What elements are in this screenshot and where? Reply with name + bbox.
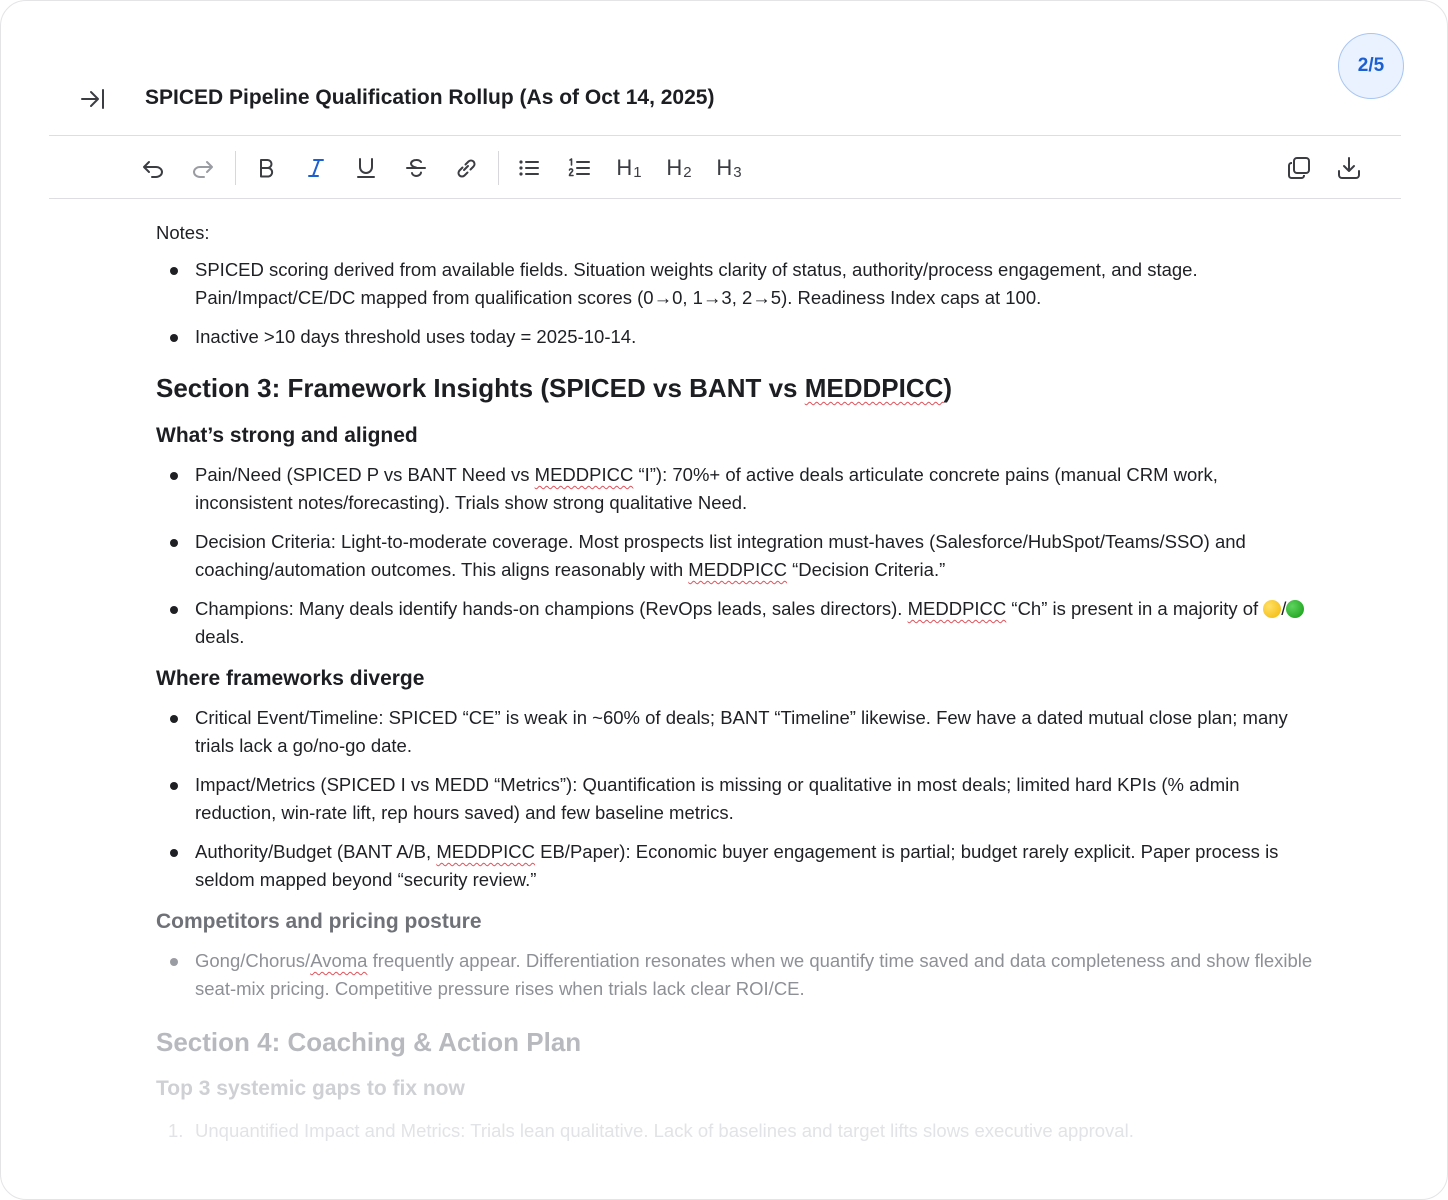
list-text: Authority/Budget (BANT A/B, bbox=[195, 841, 437, 862]
gaps-heading: Top 3 systemic gaps to fix now bbox=[156, 1077, 465, 1100]
list-item bbox=[156, 461, 1316, 517]
yellow-circle-icon bbox=[1263, 600, 1281, 618]
bold-icon bbox=[254, 156, 278, 180]
heading-level: 3 bbox=[733, 164, 742, 181]
list-text: Decision Criteria: Light-to-moderate coverage. Most prospects list integration must-haves (Salesforce/HubSpot/Teams/SSO) and coaching/automation outcomes. This aligns reasonably with bbox=[195, 531, 1246, 580]
link-button[interactable] bbox=[449, 151, 483, 185]
list-text: / bbox=[1281, 598, 1287, 619]
download-icon bbox=[1335, 154, 1363, 182]
link-icon bbox=[453, 155, 479, 181]
redo-icon bbox=[190, 156, 216, 180]
list-text: Gong/Chorus/ bbox=[195, 950, 311, 971]
list-item: Critical Event/Timeline: SPICED “CE” is weak in ~60% of deals; BANT “Timeline” likewise. Few have a dated mutual close plan; many trials lack a go/no-go date. bbox=[156, 704, 1316, 760]
underline-icon bbox=[354, 156, 378, 180]
collapse-right-icon bbox=[79, 87, 107, 111]
diverge-heading: Where frameworks diverge bbox=[156, 667, 425, 690]
list-text: Pain/Need (SPICED P vs BANT Need vs bbox=[195, 464, 535, 485]
list-item: Impact/Metrics (SPICED I vs MEDD “Metrics”): Quantification is missing or qualitative in most deals; limited hard KPIs (% admin reduction, win-rate lift, rep hours saved) and few baseline metrics. bbox=[156, 771, 1316, 827]
list-text: deals. bbox=[195, 626, 245, 647]
copy-button[interactable] bbox=[1282, 151, 1316, 185]
strong-aligned-list bbox=[156, 461, 1316, 651]
list-item bbox=[156, 947, 1316, 1003]
list-text: Champions: Many deals identify hands-on champions (RevOps leads, sales directors). bbox=[195, 598, 908, 619]
competitors-list bbox=[156, 947, 1316, 1003]
download-button[interactable] bbox=[1332, 151, 1366, 185]
competitors-heading: Competitors and pricing posture bbox=[156, 910, 482, 933]
gaps-list bbox=[156, 1117, 1316, 1145]
heading-3-icon bbox=[716, 155, 741, 181]
bullet-list-button[interactable] bbox=[512, 151, 546, 185]
heading-text: ) bbox=[943, 373, 953, 403]
heading-text: Section 3: Framework Insights (SPICED vs BANT vs bbox=[156, 373, 805, 403]
numbered-list-button[interactable] bbox=[562, 151, 596, 185]
misspelled-word[interactable]: MEDDPICC bbox=[907, 598, 1007, 619]
italic-icon bbox=[304, 156, 328, 180]
heading-2-button[interactable] bbox=[662, 151, 696, 185]
list-item: SPICED scoring derived from available fields. Situation weights clarity of status, authority/process engagement, and stage. Pain/Impact/CE/DC mapped from qualification scores (0→0, 1→3, 2→5). Readiness Index caps at 100. bbox=[156, 256, 1316, 312]
misspelled-word[interactable]: MEDDPICC bbox=[534, 464, 634, 485]
list-item bbox=[156, 1117, 1316, 1145]
heading-1-button[interactable] bbox=[612, 151, 646, 185]
heading-letter: H bbox=[716, 155, 733, 180]
bold-button[interactable] bbox=[249, 151, 283, 185]
section-3-heading bbox=[156, 371, 1316, 405]
header-divider bbox=[49, 135, 1401, 136]
heading-letter: H bbox=[666, 155, 683, 180]
list-text: frequently appear. Differentiation resonates when we quantify time saved and data completeness and show flexible seat-mix pricing. Competitive pressure rises when trials lack clear ROI/CE. bbox=[195, 950, 1313, 999]
page-indicator-badge[interactable]: 2/5 bbox=[1338, 33, 1404, 99]
document-body[interactable] bbox=[156, 219, 1316, 1145]
section-4-heading: Section 4: Coaching & Action Plan bbox=[156, 1027, 582, 1057]
strikethrough-icon bbox=[404, 156, 428, 180]
notes-list bbox=[156, 256, 1316, 351]
list-text: “Decision Criteria.” bbox=[786, 559, 946, 580]
heading-1-icon bbox=[616, 155, 641, 181]
green-circle-icon bbox=[1286, 600, 1304, 618]
misspelled-word[interactable]: MEDDPICC bbox=[804, 373, 944, 403]
toolbar-separator bbox=[498, 151, 499, 185]
list-text: EB/Paper): Economic buyer engagement is partial; budget rarely explicit. Paper process is seldom mapped beyond “security review.” bbox=[195, 841, 1279, 890]
heading-level: 2 bbox=[683, 164, 692, 181]
toolbar-separator bbox=[235, 151, 236, 185]
list-text: Unquantified Impact and Metrics: Trials lean qualitative. Lack of baselines and target lifts slows executive approval. bbox=[195, 1120, 1134, 1141]
diverge-list bbox=[156, 704, 1316, 894]
list-number: 1. bbox=[168, 1120, 184, 1141]
copy-icon bbox=[1285, 154, 1313, 182]
undo-button[interactable] bbox=[136, 151, 170, 185]
misspelled-word[interactable]: Avoma bbox=[310, 950, 368, 971]
list-item bbox=[156, 528, 1316, 584]
misspelled-word[interactable]: MEDDPICC bbox=[688, 559, 787, 580]
heading-letter: H bbox=[616, 155, 633, 180]
heading-level: 1 bbox=[633, 164, 642, 181]
competitors-block bbox=[156, 908, 1316, 1003]
collapse-panel-button[interactable] bbox=[77, 85, 109, 113]
undo-icon bbox=[140, 156, 166, 180]
misspelled-word[interactable]: MEDDPICC bbox=[436, 841, 535, 862]
document-title: SPICED Pipeline Qualification Rollup (As of Oct 14, 2025) bbox=[145, 86, 715, 109]
bullet-list-icon bbox=[516, 156, 542, 180]
list-item: Inactive >10 days threshold uses today = 2025-10-14. bbox=[156, 323, 1316, 351]
strikethrough-button[interactable] bbox=[399, 151, 433, 185]
heading-3-button[interactable] bbox=[712, 151, 746, 185]
list-item bbox=[156, 595, 1316, 651]
numbered-list-icon bbox=[566, 156, 592, 180]
italic-button[interactable] bbox=[299, 151, 333, 185]
toolbar-divider bbox=[49, 198, 1401, 199]
redo-button[interactable] bbox=[186, 151, 220, 185]
list-item bbox=[156, 838, 1316, 894]
list-text: “I”): 70%+ of active deals articulate concrete pains (manual CRM work, inconsistent notes/forecasting). Trials show strong qualitative Need. bbox=[195, 464, 1218, 513]
heading-2-icon bbox=[666, 155, 691, 181]
underline-button[interactable] bbox=[349, 151, 383, 185]
strong-aligned-heading: What’s strong and aligned bbox=[156, 424, 418, 447]
notes-label: Notes: bbox=[156, 222, 210, 243]
list-text: “Ch” is present in a majority of bbox=[1006, 598, 1264, 619]
